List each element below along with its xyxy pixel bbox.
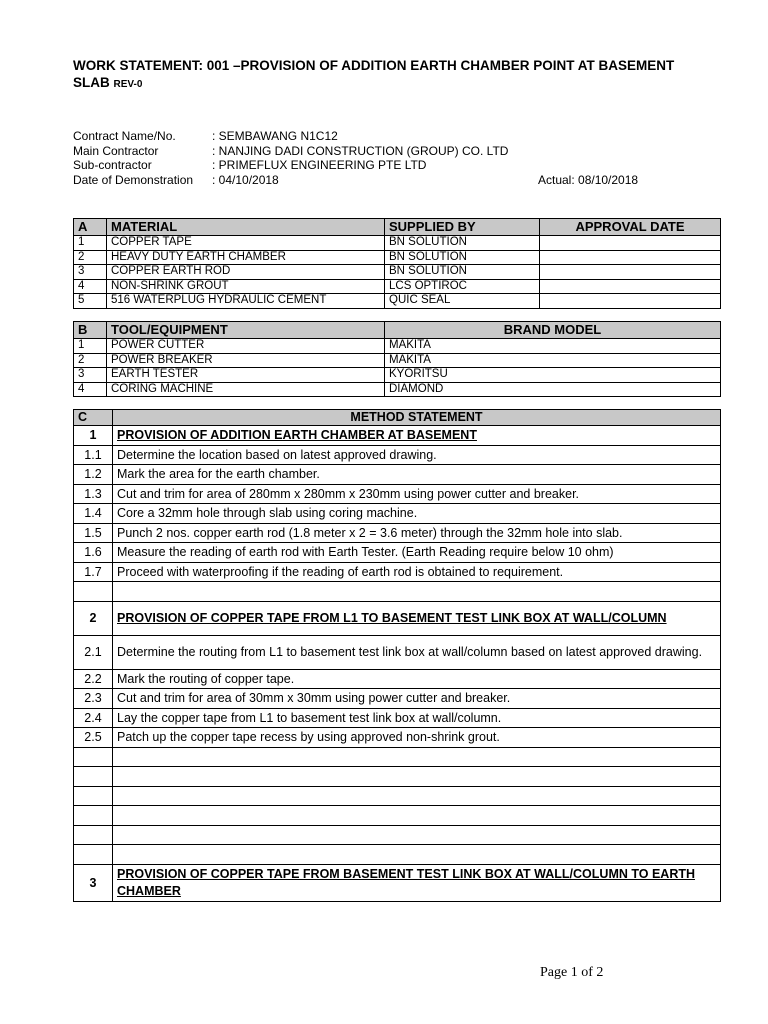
page-footer: Page 1 of 2 bbox=[540, 965, 604, 980]
step-number bbox=[74, 845, 113, 865]
brand-model: KYORITSU bbox=[385, 368, 721, 383]
section-title: PROVISION OF COPPER TAPE FROM L1 TO BASEMENT TEST LINK BOX AT WALL/COLUMN bbox=[113, 601, 721, 635]
method-statement-table bbox=[73, 409, 721, 902]
tools-header-row bbox=[74, 322, 721, 339]
info-label: Sub-contractor bbox=[73, 158, 152, 172]
step-number: 1.7 bbox=[74, 562, 113, 582]
brand-model: MAKITA bbox=[385, 353, 721, 368]
tool-name: CORING MACHINE bbox=[107, 382, 385, 397]
section-row bbox=[74, 601, 721, 635]
step-number: 2.5 bbox=[74, 728, 113, 748]
step-text: Cut and trim for area of 30mm x 30mm using power cutter and breaker. bbox=[113, 689, 721, 709]
table-row bbox=[74, 265, 721, 280]
info-sub-contractor bbox=[73, 158, 723, 173]
info-value: : 04/10/2018 bbox=[212, 172, 279, 187]
step-number: 2.3 bbox=[74, 689, 113, 709]
material-name: COPPER TAPE bbox=[107, 236, 385, 251]
row-number: 3 bbox=[74, 265, 107, 280]
material-name: HEAVY DUTY EARTH CHAMBER bbox=[107, 250, 385, 265]
step-number bbox=[74, 747, 113, 767]
step-row bbox=[74, 689, 721, 709]
step-row bbox=[74, 728, 721, 748]
step-text bbox=[113, 767, 721, 787]
table-row bbox=[74, 382, 721, 397]
step-number bbox=[74, 825, 113, 845]
tools-header-section: B bbox=[74, 322, 107, 339]
approval-date bbox=[540, 294, 721, 309]
step-text: Measure the reading of earth rod with Earth Tester. (Earth Reading require below 10 ohm) bbox=[113, 543, 721, 563]
step-number: 1.3 bbox=[74, 484, 113, 504]
step-text: Cut and trim for area of 280mm x 280mm x 230mm using power cutter and breaker. bbox=[113, 484, 721, 504]
table-row bbox=[74, 339, 721, 354]
tool-name: POWER CUTTER bbox=[107, 339, 385, 354]
tools-table bbox=[73, 321, 721, 397]
tool-name: EARTH TESTER bbox=[107, 368, 385, 383]
step-row bbox=[74, 562, 721, 582]
step-row bbox=[74, 635, 721, 669]
info-label: Date of Demonstration bbox=[73, 172, 194, 187]
row-number: 4 bbox=[74, 279, 107, 294]
info-value: : SEMBAWANG N1C12 bbox=[212, 129, 338, 143]
info-main-contractor bbox=[73, 144, 723, 159]
step-row bbox=[74, 465, 721, 485]
materials-header-material: MATERIAL bbox=[107, 219, 385, 236]
empty-row bbox=[74, 786, 721, 806]
step-number bbox=[74, 767, 113, 787]
brand-model: DIAMOND bbox=[385, 382, 721, 397]
step-number: 3 bbox=[74, 864, 113, 901]
step-number: 2.2 bbox=[74, 669, 113, 689]
approval-date bbox=[540, 279, 721, 294]
step-text: Core a 32mm hole through slab using coring machine. bbox=[113, 504, 721, 524]
step-number: 2 bbox=[74, 601, 113, 635]
supplier-name: BN SOLUTION bbox=[385, 265, 540, 280]
step-number: 1.1 bbox=[74, 445, 113, 465]
method-header-section: C bbox=[74, 410, 113, 426]
step-number bbox=[74, 582, 113, 602]
supplier-name: BN SOLUTION bbox=[385, 250, 540, 265]
materials-header-supplier: SUPPLIED BY bbox=[385, 219, 540, 236]
materials-header-section: A bbox=[74, 219, 107, 236]
step-text: Determine the routing from L1 to basement test link box at wall/column based on latest approved drawing. bbox=[113, 635, 721, 669]
step-number: 1 bbox=[74, 426, 113, 446]
contract-info bbox=[73, 129, 723, 187]
step-text bbox=[113, 825, 721, 845]
material-name: COPPER EARTH ROD bbox=[107, 265, 385, 280]
brand-model: MAKITA bbox=[385, 339, 721, 354]
table-row bbox=[74, 250, 721, 265]
table-row bbox=[74, 368, 721, 383]
info-demonstration-date bbox=[73, 173, 723, 188]
materials-header-approval: APPROVAL DATE bbox=[540, 219, 721, 236]
empty-row bbox=[74, 825, 721, 845]
tools-header-brand: BRAND MODEL bbox=[385, 322, 721, 339]
step-number: 2.4 bbox=[74, 708, 113, 728]
step-number bbox=[74, 786, 113, 806]
section-title: PROVISION OF COPPER TAPE FROM BASEMENT TEST LINK BOX AT WALL/COLUMN TO EARTH CHAMBER bbox=[113, 864, 721, 901]
empty-row bbox=[74, 747, 721, 767]
empty-row bbox=[74, 845, 721, 865]
step-row bbox=[74, 504, 721, 524]
step-text bbox=[113, 806, 721, 826]
title-revision: REV-0 bbox=[113, 79, 143, 90]
tools-header-tool: TOOL/EQUIPMENT bbox=[107, 322, 385, 339]
step-text bbox=[113, 786, 721, 806]
materials-header-row bbox=[74, 219, 721, 236]
step-text: Mark the area for the earth chamber. bbox=[113, 465, 721, 485]
table-row bbox=[74, 294, 721, 309]
step-text: Lay the copper tape from L1 to basement test link box at wall/column. bbox=[113, 708, 721, 728]
row-number: 2 bbox=[74, 250, 107, 265]
step-number: 1.5 bbox=[74, 523, 113, 543]
document-title bbox=[73, 57, 693, 93]
step-number: 2.1 bbox=[74, 635, 113, 669]
row-number: 1 bbox=[74, 236, 107, 251]
empty-row bbox=[74, 767, 721, 787]
step-text: Proceed with waterproofing if the reading of earth rod is obtained to requirement. bbox=[113, 562, 721, 582]
materials-table bbox=[73, 218, 721, 309]
step-text: Determine the location based on latest approved drawing. bbox=[113, 445, 721, 465]
table-row bbox=[74, 279, 721, 294]
step-row bbox=[74, 708, 721, 728]
section-row bbox=[74, 864, 721, 901]
step-row bbox=[74, 669, 721, 689]
row-number: 4 bbox=[74, 382, 107, 397]
supplier-name: BN SOLUTION bbox=[385, 236, 540, 251]
empty-row bbox=[74, 582, 721, 602]
step-text: Patch up the copper tape recess by using approved non-shrink grout. bbox=[113, 728, 721, 748]
step-row bbox=[74, 445, 721, 465]
method-header-title: METHOD STATEMENT bbox=[113, 410, 721, 426]
step-row bbox=[74, 543, 721, 563]
material-name: NON-SHRINK GROUT bbox=[107, 279, 385, 294]
info-actual-date: Actual: 08/10/2018 bbox=[538, 172, 639, 187]
step-number bbox=[74, 806, 113, 826]
row-number: 3 bbox=[74, 368, 107, 383]
approval-date bbox=[540, 236, 721, 251]
step-row bbox=[74, 523, 721, 543]
step-number: 1.6 bbox=[74, 543, 113, 563]
title-main: WORK STATEMENT: 001 –PROVISION OF ADDITION EARTH CHAMBER POINT AT BASEMENT SLAB bbox=[73, 58, 675, 90]
step-text bbox=[113, 845, 721, 865]
info-label: Contract Name/No. bbox=[73, 129, 176, 143]
material-name: 516 WATERPLUG HYDRAULIC CEMENT bbox=[107, 294, 385, 309]
empty-row bbox=[74, 806, 721, 826]
section-title: PROVISION OF ADDITION EARTH CHAMBER AT BASEMENT bbox=[113, 426, 721, 446]
step-row bbox=[74, 484, 721, 504]
approval-date bbox=[540, 250, 721, 265]
step-number: 1.4 bbox=[74, 504, 113, 524]
row-number: 5 bbox=[74, 294, 107, 309]
step-text: Punch 2 nos. copper earth rod (1.8 meter x 2 = 3.6 meter) through the 32mm hole into slab. bbox=[113, 523, 721, 543]
supplier-name: LCS OPTIROC bbox=[385, 279, 540, 294]
info-value: : PRIMEFLUX ENGINEERING PTE LTD bbox=[212, 158, 427, 172]
step-text bbox=[113, 582, 721, 602]
table-row bbox=[74, 353, 721, 368]
info-value: : NANJING DADI CONSTRUCTION (GROUP) CO. LTD bbox=[212, 143, 509, 158]
tool-name: POWER BREAKER bbox=[107, 353, 385, 368]
info-label: Main Contractor bbox=[73, 143, 159, 158]
step-number: 1.2 bbox=[74, 465, 113, 485]
approval-date bbox=[540, 265, 721, 280]
table-row bbox=[74, 236, 721, 251]
section-row bbox=[74, 426, 721, 446]
supplier-name: QUIC SEAL bbox=[385, 294, 540, 309]
method-body bbox=[74, 426, 721, 902]
step-text: Mark the routing of copper tape. bbox=[113, 669, 721, 689]
row-number: 1 bbox=[74, 339, 107, 354]
method-header-row bbox=[74, 410, 721, 426]
row-number: 2 bbox=[74, 353, 107, 368]
info-contract-name bbox=[73, 129, 723, 144]
step-text bbox=[113, 747, 721, 767]
